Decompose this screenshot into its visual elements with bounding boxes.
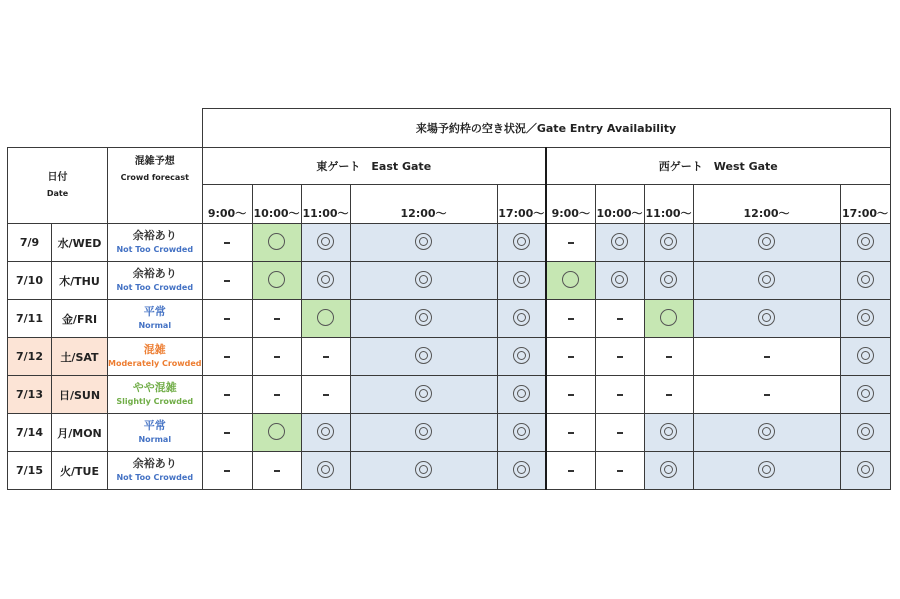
west-time-header: 11:00～: [644, 185, 693, 224]
double-circle-icon: [415, 271, 432, 288]
west-slot-cell: [546, 262, 595, 300]
west-slot-cell: [546, 414, 595, 452]
forecast-cell: [108, 452, 203, 490]
east-slot-cell: [350, 376, 497, 414]
double-circle-icon: [415, 385, 432, 402]
circle-icon: [562, 271, 579, 288]
circle-icon: [268, 423, 285, 440]
west-slot-cell: [693, 414, 840, 452]
west-slot-cell: [546, 376, 595, 414]
double-circle-icon: [317, 233, 334, 250]
double-circle-icon: [758, 309, 775, 326]
west-slot-cell: [840, 414, 890, 452]
east-slot-cell: [301, 376, 350, 414]
table-row: [8, 224, 891, 262]
west-slot-cell: [840, 300, 890, 338]
forecast-header: [108, 148, 203, 224]
date-cell: 7/10: [8, 262, 52, 300]
east-time-header: 12:00～: [350, 185, 497, 224]
west-slot-cell: [644, 414, 693, 452]
east-time-header: 9:00～: [202, 185, 252, 224]
forecast-jp: 平常: [143, 418, 166, 432]
east-slot-cell: [497, 262, 546, 300]
west-time-header: 12:00～: [693, 185, 840, 224]
west-time-header: 10:00～: [595, 185, 644, 224]
table-title: 来場予約枠の空き状況／Gate Entry Availability: [202, 109, 890, 148]
circle-icon: [268, 271, 285, 288]
west-slot-cell: [546, 452, 595, 490]
dash-symbol: [274, 356, 280, 358]
double-circle-icon: [857, 309, 874, 326]
double-circle-icon: [758, 461, 775, 478]
table-row: [8, 338, 891, 376]
east-slot-cell: [301, 338, 350, 376]
west-slot-cell: [595, 376, 644, 414]
east-slot-cell: [350, 262, 497, 300]
double-circle-icon: [415, 309, 432, 326]
dash-symbol: [323, 394, 329, 396]
west-slot-cell: [546, 300, 595, 338]
double-circle-icon: [660, 423, 677, 440]
east-time-header: 17:00～: [497, 185, 546, 224]
dash-symbol: [764, 394, 770, 396]
day-cell: 月/MON: [52, 414, 108, 452]
east-slot-cell: [252, 452, 301, 490]
west-slot-cell: [595, 224, 644, 262]
date-cell: 7/12: [8, 338, 52, 376]
dash-symbol: [224, 242, 230, 244]
west-slot-cell: [693, 376, 840, 414]
double-circle-icon: [857, 347, 874, 364]
east-slot-cell: [252, 300, 301, 338]
west-slot-cell: [546, 338, 595, 376]
dash-symbol: [666, 394, 672, 396]
dash-symbol: [568, 318, 574, 320]
day-cell: 火/TUE: [52, 452, 108, 490]
double-circle-icon: [660, 233, 677, 250]
east-time-header: 11:00～: [301, 185, 350, 224]
date-cell: 7/15: [8, 452, 52, 490]
west-time-header: 9:00～: [546, 185, 595, 224]
double-circle-icon: [513, 347, 530, 364]
double-circle-icon: [660, 461, 677, 478]
east-slot-cell: [202, 300, 252, 338]
double-circle-icon: [758, 271, 775, 288]
forecast-en: Normal: [138, 434, 172, 444]
table-row: [8, 300, 891, 338]
double-circle-icon: [611, 233, 628, 250]
dash-symbol: [224, 318, 230, 320]
forecast-cell: [108, 376, 203, 414]
east-slot-cell: [497, 224, 546, 262]
day-cell: 日/SUN: [52, 376, 108, 414]
east-gate-header: 東ゲート East Gate: [202, 148, 546, 185]
double-circle-icon: [415, 461, 432, 478]
east-slot-cell: [497, 452, 546, 490]
dash-symbol: [617, 394, 623, 396]
west-gate-header: 西ゲート West Gate: [546, 148, 890, 185]
double-circle-icon: [415, 347, 432, 364]
east-slot-cell: [202, 224, 252, 262]
east-slot-cell: [202, 262, 252, 300]
forecast-en: Slightly Crowded: [116, 396, 194, 406]
double-circle-icon: [611, 271, 628, 288]
dash-symbol: [617, 470, 623, 472]
east-slot-cell: [202, 452, 252, 490]
west-slot-cell: [840, 338, 890, 376]
forecast-jp: 余裕あり: [132, 228, 177, 242]
circle-icon: [317, 309, 334, 326]
double-circle-icon: [513, 271, 530, 288]
forecast-cell: [108, 414, 203, 452]
east-slot-cell: [202, 414, 252, 452]
dash-symbol: [568, 470, 574, 472]
east-slot-cell: [350, 338, 497, 376]
double-circle-icon: [857, 423, 874, 440]
east-slot-cell: [350, 224, 497, 262]
date-header-en: Date: [46, 188, 69, 198]
west-slot-cell: [840, 452, 890, 490]
table-row: [8, 452, 891, 490]
west-slot-cell: [644, 376, 693, 414]
date-header-jp: 日付: [47, 171, 68, 183]
dash-symbol: [617, 356, 623, 358]
west-slot-cell: [595, 338, 644, 376]
forecast-en: Normal: [138, 320, 172, 330]
dash-symbol: [224, 356, 230, 358]
forecast-jp: 余裕あり: [132, 456, 177, 470]
day-cell: 水/WED: [52, 224, 108, 262]
west-slot-cell: [644, 224, 693, 262]
west-slot-cell: [644, 452, 693, 490]
dash-symbol: [568, 432, 574, 434]
double-circle-icon: [415, 233, 432, 250]
west-slot-cell: [644, 300, 693, 338]
double-circle-icon: [513, 385, 530, 402]
east-slot-cell: [350, 452, 497, 490]
dash-symbol: [568, 242, 574, 244]
dash-symbol: [274, 318, 280, 320]
east-slot-cell: [497, 376, 546, 414]
east-slot-cell: [202, 338, 252, 376]
dash-symbol: [224, 394, 230, 396]
circle-icon: [660, 309, 677, 326]
forecast-cell: [108, 262, 203, 300]
forecast-jp: 混雑: [143, 342, 166, 356]
forecast-header-en: Crowd forecast: [120, 173, 189, 182]
table-row: [8, 414, 891, 452]
day-cell: 土/SAT: [52, 338, 108, 376]
double-circle-icon: [857, 461, 874, 478]
date-cell: 7/9: [8, 224, 52, 262]
west-slot-cell: [693, 224, 840, 262]
dash-symbol: [274, 470, 280, 472]
east-slot-cell: [497, 414, 546, 452]
table-row: [8, 376, 891, 414]
forecast-en: Moderately Crowded: [108, 358, 202, 368]
west-slot-cell: [595, 262, 644, 300]
forecast-en: Not Too Crowded: [116, 244, 194, 254]
dash-symbol: [568, 394, 574, 396]
day-cell: 金/FRI: [52, 300, 108, 338]
east-slot-cell: [301, 452, 350, 490]
west-slot-cell: [840, 376, 890, 414]
east-slot-cell: [301, 262, 350, 300]
date-cell: 7/13: [8, 376, 52, 414]
forecast-cell: [108, 338, 203, 376]
dash-symbol: [617, 432, 623, 434]
west-slot-cell: [693, 300, 840, 338]
east-slot-cell: [252, 414, 301, 452]
double-circle-icon: [758, 233, 775, 250]
dash-symbol: [274, 394, 280, 396]
east-slot-cell: [202, 376, 252, 414]
double-circle-icon: [513, 423, 530, 440]
double-circle-icon: [317, 423, 334, 440]
east-slot-cell: [301, 224, 350, 262]
double-circle-icon: [857, 271, 874, 288]
west-slot-cell: [693, 452, 840, 490]
date-cell: 7/11: [8, 300, 52, 338]
dash-symbol: [323, 356, 329, 358]
dash-symbol: [617, 318, 623, 320]
east-slot-cell: [252, 262, 301, 300]
double-circle-icon: [857, 233, 874, 250]
east-slot-cell: [301, 414, 350, 452]
east-slot-cell: [497, 338, 546, 376]
double-circle-icon: [660, 271, 677, 288]
availability-table: [7, 108, 891, 490]
date-cell: 7/14: [8, 414, 52, 452]
dash-symbol: [666, 356, 672, 358]
east-slot-cell: [497, 300, 546, 338]
double-circle-icon: [857, 385, 874, 402]
east-slot-cell: [350, 300, 497, 338]
forecast-jp: 余裕あり: [132, 266, 177, 280]
west-slot-cell: [595, 300, 644, 338]
west-slot-cell: [840, 224, 890, 262]
east-slot-cell: [252, 224, 301, 262]
double-circle-icon: [758, 423, 775, 440]
double-circle-icon: [415, 423, 432, 440]
date-header: [8, 148, 108, 224]
double-circle-icon: [513, 233, 530, 250]
west-time-header: 17:00～: [840, 185, 890, 224]
west-slot-cell: [595, 414, 644, 452]
west-slot-cell: [644, 338, 693, 376]
day-cell: 木/THU: [52, 262, 108, 300]
west-slot-cell: [644, 262, 693, 300]
east-time-header: 10:00～: [252, 185, 301, 224]
dash-symbol: [224, 432, 230, 434]
double-circle-icon: [513, 309, 530, 326]
east-slot-cell: [252, 338, 301, 376]
forecast-cell: [108, 300, 203, 338]
table-row: [8, 262, 891, 300]
forecast-header-jp: 混雑予想: [134, 156, 175, 167]
dash-symbol: [224, 470, 230, 472]
double-circle-icon: [317, 461, 334, 478]
forecast-cell: [108, 224, 203, 262]
forecast-en: Not Too Crowded: [116, 472, 194, 482]
dash-symbol: [224, 280, 230, 282]
circle-icon: [268, 233, 285, 250]
forecast-jp: 平常: [143, 304, 166, 318]
west-slot-cell: [840, 262, 890, 300]
dash-symbol: [764, 356, 770, 358]
east-slot-cell: [350, 414, 497, 452]
west-slot-cell: [595, 452, 644, 490]
west-slot-cell: [546, 224, 595, 262]
west-slot-cell: [693, 262, 840, 300]
double-circle-icon: [513, 461, 530, 478]
dash-symbol: [568, 356, 574, 358]
double-circle-icon: [317, 271, 334, 288]
east-slot-cell: [252, 376, 301, 414]
forecast-en: Not Too Crowded: [116, 282, 194, 292]
east-slot-cell: [301, 300, 350, 338]
west-slot-cell: [693, 338, 840, 376]
forecast-jp: やや混雑: [132, 380, 177, 394]
